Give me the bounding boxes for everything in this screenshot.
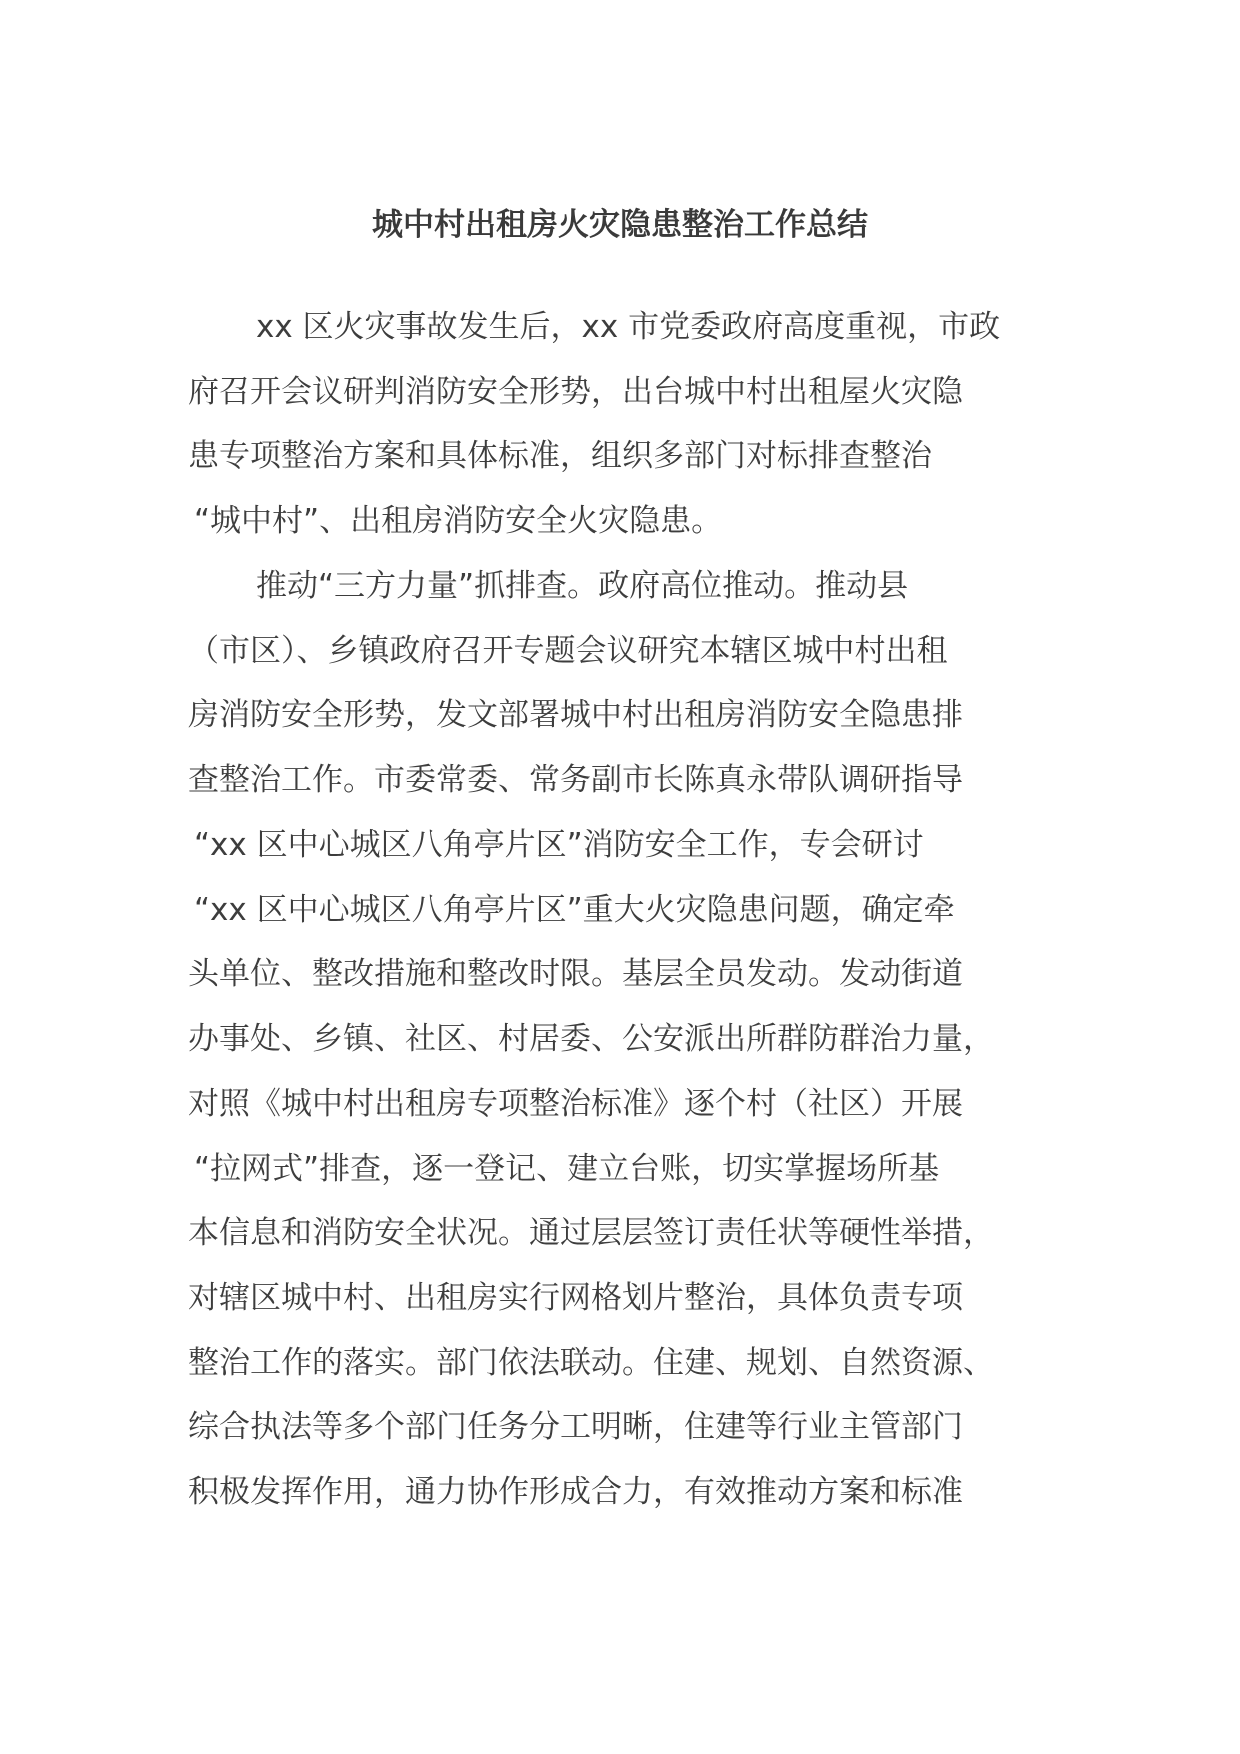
paragraph-2-line-2: （市区）、乡镇政府召开专题会议研究本辖区城中村出租 bbox=[188, 633, 948, 669]
paragraph-2-line-5: “xx 区中心城区八角亭片区”消防安全工作，专会研讨 bbox=[194, 827, 924, 863]
paragraph-2-line-3: 房消防安全形势，发文部署城中村出租房消防安全隐患排 bbox=[188, 697, 963, 733]
paragraph-1-line-2: 府召开会议研判消防安全形势，出台城中村出租屋火灾隐 bbox=[188, 374, 963, 410]
paragraph-1-line-1: xx 区火灾事故发生后，xx 市党委政府高度重视，市政 bbox=[256, 309, 1001, 345]
paragraph-2-line-11: 本信息和消防安全状况。通过层层签订责任状等硬性举措， bbox=[188, 1215, 994, 1251]
paragraph-1-line-4: “城中村”、出租房消防安全火灾隐患。 bbox=[194, 503, 723, 539]
paragraph-2-line-15: 积极发挥作用，通力协作形成合力，有效推动方案和标准 bbox=[188, 1474, 963, 1510]
paragraph-2-line-6: “xx 区中心城区八角亭片区”重大火灾隐患问题，确定牵 bbox=[194, 892, 955, 928]
paragraph-2-line-9: 对照《城中村出租房专项整治标准》逐个村（社区）开展 bbox=[188, 1086, 963, 1122]
paragraph-2-line-14: 综合执法等多个部门任务分工明晰，住建等行业主管部门 bbox=[188, 1409, 963, 1445]
paragraph-2-line-8: 办事处、乡镇、社区、村居委、公安派出所群防群治力量， bbox=[188, 1021, 994, 1057]
document-title: 城中村出租房火灾隐患整治工作总结 bbox=[372, 207, 868, 243]
paragraph-2-line-7: 头单位、整改措施和整改时限。基层全员发动。发动街道 bbox=[188, 956, 963, 992]
paragraph-2-line-12: 对辖区城中村、出租房实行网格划片整治，具体负责专项 bbox=[188, 1280, 963, 1316]
paragraph-2-line-13: 整治工作的落实。部门依法联动。住建、规划、自然资源、 bbox=[188, 1345, 994, 1381]
paragraph-2-line-1: 推动“三方力量”抓排查。政府高位推动。推动县 bbox=[256, 568, 909, 604]
paragraph-1-line-3: 患专项整治方案和具体标准，组织多部门对标排查整治 bbox=[188, 438, 932, 474]
paragraph-2-line-10: “拉网式”排查，逐一登记、建立台账，切实掌握场所基 bbox=[194, 1151, 940, 1187]
paragraph-2-line-4: 查整治工作。市委常委、常务副市长陈真永带队调研指导 bbox=[188, 762, 963, 798]
